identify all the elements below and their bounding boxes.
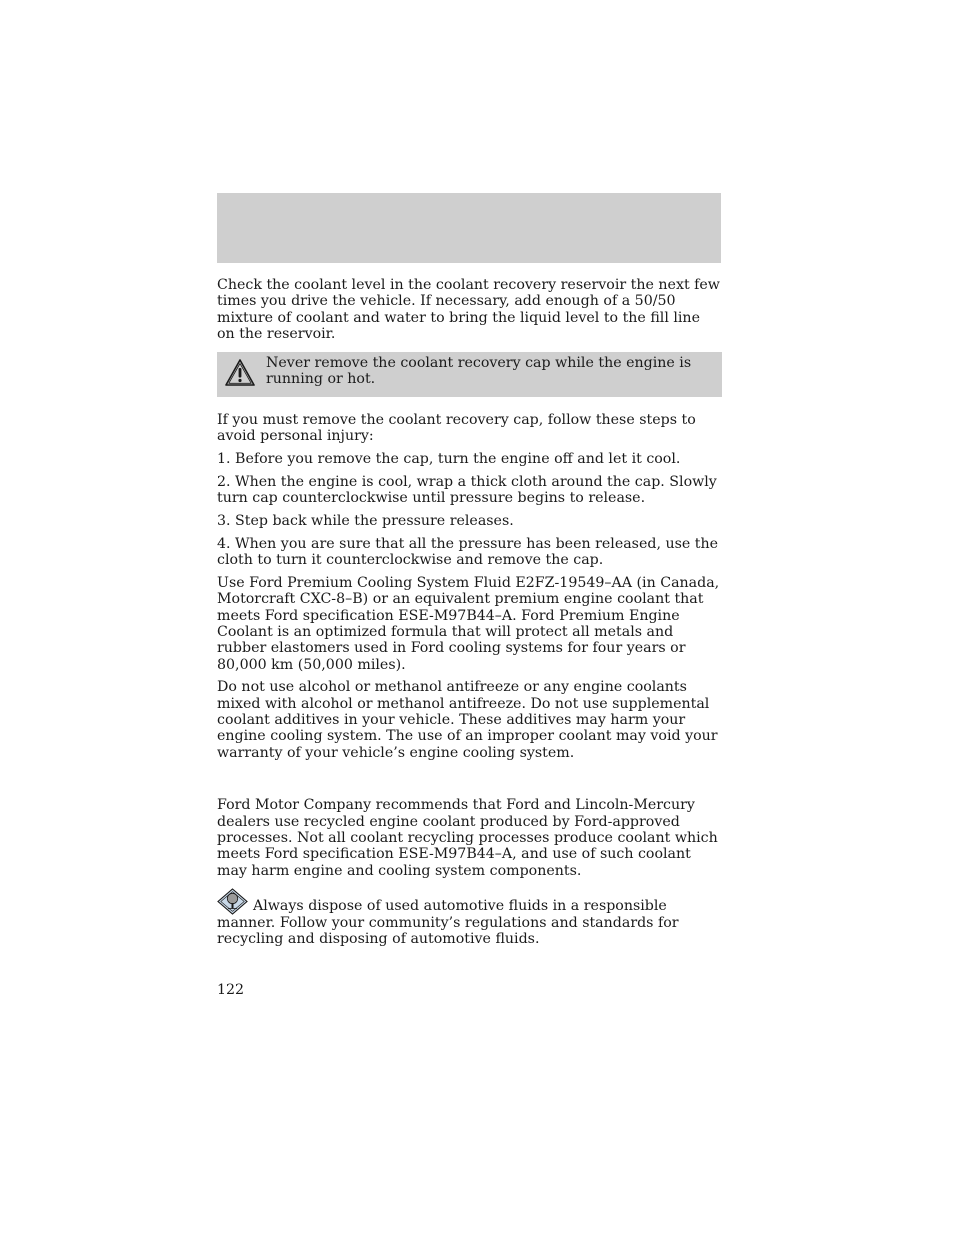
step-1: 1. Before you remove the cap, turn the engine off and let it cool. [217, 451, 681, 468]
step-4: 4. When you are sure that all the pressure has been released, use the cloth to turn it counterclockwise and remove the cap. [217, 535, 719, 569]
section-gap [217, 767, 722, 797]
warning-text: Never remove the coolant recovery cap while the engine is running or hot. [266, 355, 692, 388]
page-content [217, 277, 722, 954]
environment-tree-icon [217, 888, 248, 915]
warning-triangle-icon [224, 358, 256, 387]
check-level-paragraph: Check the coolant level in the coolant recovery reservoir the next few times you drive the vehicle. If necessary, add enough of a 50/50 mixture of coolant and water to bring the liquid level to the fill line on the reservoir. [217, 277, 720, 342]
must-remove-paragraph: If you must remove the coolant recovery cap, follow these steps to avoid personal injury: [217, 412, 696, 445]
recycled-coolant-paragraph: Ford Motor Company recommends that Ford and Lincoln-Mercury dealers use recycled engine coolant produced by Ford-approved processes. Not all coolant recycling processes produce coolant which meets Ford specification ESE-M97B44–A, and use of such coolant may harm engine and cooling system components. [217, 797, 718, 879]
step-3: 3. Step back while the pressure releases. [217, 513, 514, 530]
warning-box [217, 352, 722, 397]
no-alcohol-paragraph: Do not use alcohol or methanol antifreeze or any engine coolants mixed with alcohol or methanol antifreeze. Do not use supplemental coolant additives in your vehicle. These additives may harm your engine cooling system. The use of an improper coolant may void your warranty of your vehicle’s engine cooling system. [217, 679, 718, 761]
dispose-paragraph [217, 888, 722, 948]
step-2: 2. When the engine is cool, wrap a thick cloth around the cap. Slowly turn cap counterclockwise until pressure begins to release. [217, 474, 717, 507]
dispose-text: Always dispose of used automotive fluids in a responsible manner. Follow your community’s regulations and standards for recycling and disposing of automotive fluids. [217, 897, 679, 948]
fluid-spec-paragraph: Use Ford Premium Cooling System Fluid E2FZ-19549–AA (in Canada, Motorcraft CXC-8–B) or an equivalent premium engine coolant that meets Ford specification ESE-M97B44–A. Ford Premium Engine Coolant is an optimized formula that will protect all metals and rubber elastomers used in Ford cooling systems for four years or 80,000 km (50,000 miles). [217, 575, 720, 673]
page-number: 122 [217, 982, 245, 998]
section-header-band [217, 193, 721, 263]
